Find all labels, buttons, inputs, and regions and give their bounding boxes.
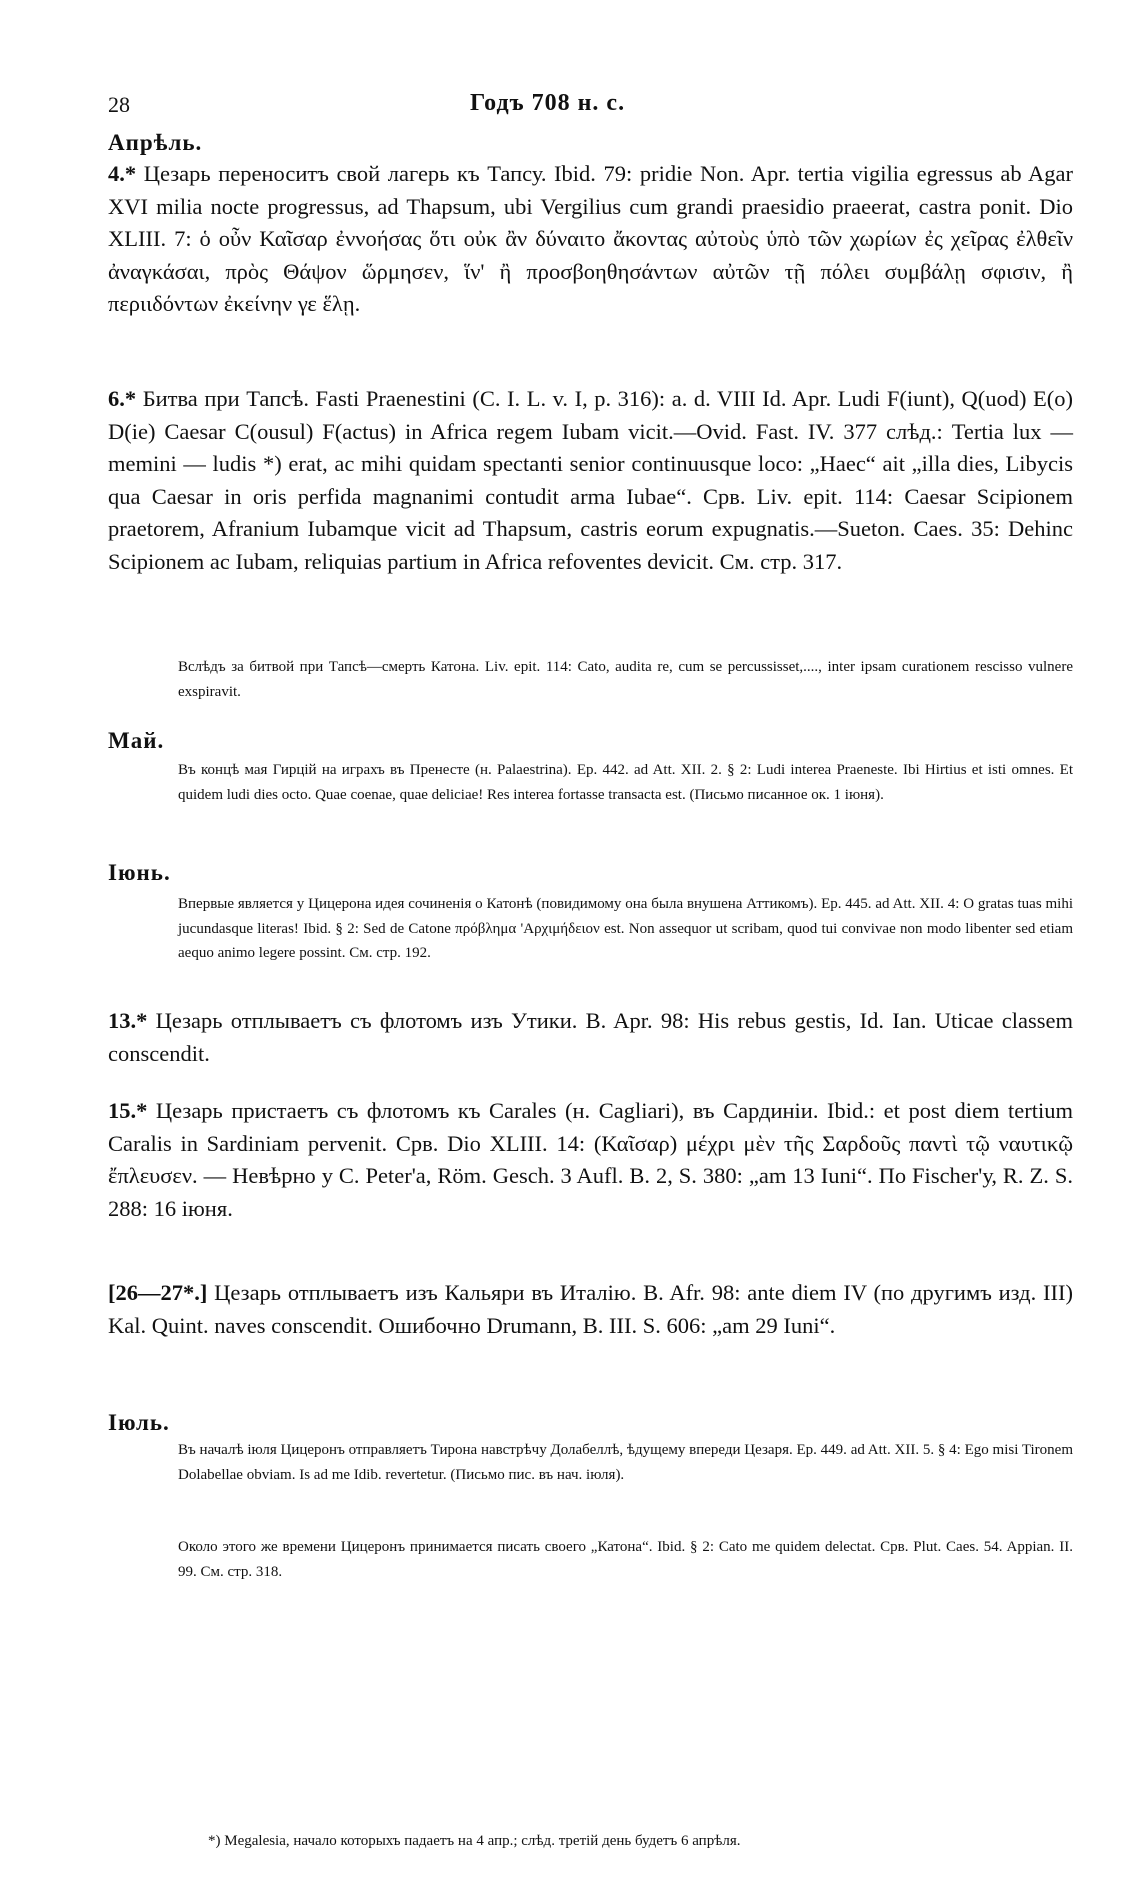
running-head: Годъ 708 н. с. (470, 90, 626, 116)
note-july-tiro: Въ началѣ іюля Цицеронъ отправляетъ Тирона навстрѣчу Долабеллѣ, ѣдущему впереди Цезаря. Ep. 449. ad Att. XII. 5. § 4: Ego misi Tironem Dolabellae obviam. Is ad me Idib. revertetur. (Письмо пис. въ нач. іюля). (178, 1442, 1073, 1483)
entry-june-15 (108, 1095, 1073, 1225)
entry-text: Цезарь отплываетъ изъ Кальяри въ Италію. B. Afr. 98: ante diem IV (по другимъ изд. III) Kal. Quint. naves conscendit. Ошибочно Drumann, B. III. S. 606: „am 29 Iuni“. (108, 1280, 1073, 1338)
entry-date: 15.* (108, 1098, 148, 1123)
month-heading-june: Іюнь. (108, 860, 171, 885)
month-heading-april: Апрѣль. (108, 130, 203, 155)
entry-june-26-27 (108, 1277, 1073, 1342)
entry-april-4 (108, 158, 1073, 321)
entry-date: [26—27*.] (108, 1280, 208, 1305)
page-number: 28 (108, 92, 130, 117)
entry-text: Цезарь отплываетъ съ флотомъ изъ Утики. B. Apr. 98: His rebus gestis, Id. Ian. Uticae classem conscendit. (108, 1008, 1074, 1066)
entry-april-6 (108, 383, 1073, 578)
entry-date: 13.* (108, 1008, 148, 1033)
note-cato-death: Вслѣдъ за битвой при Тапсѣ—смерть Катона. Liv. epit. 114: Cato, audita re, cum se percussisset,...., inter ipsam curationem rescisso vulnere exspiravit. (178, 659, 1073, 700)
entry-text: Цезарь переноситъ свой лагерь къ Тапсу. Ibid. 79: pridie Non. Apr. tertia vigilia egressus ab Agar XVI milia nocte progressus, ad Thapsum, ubi Vergilius cum grandi praesidio praeerat, castra ponit. Dio XLIII. 7: ὁ οὖν Καῖσαρ ἐννοήσας ὅτι οὐκ ἂν δύναιτο ἄκοντας αὐτοὺς ὑπὸ τῶν χωρίων ἐς χεῖρας ἐλθεῖν ἀναγκάσαι, πρὸς Θάψον ὥρμησεν, ἵν' ἢ προσβοηθησάντων αὐτῶν τῇ πόλει συμβάλῃ σφισιν, ἢ περιιδόντων ἐκείνην γε ἕλῃ. (108, 161, 1074, 316)
month-heading-may: Май. (108, 728, 165, 753)
note-may: Въ концѣ мая Гирцій на играхъ въ Пренесте (н. Palaestrina). Ep. 442. ad Att. XII. 2. § 2: Ludi interea Praeneste. Ibi Hirtius et isti omnes. Et quidem ludi dies octo. Quae coenae, quae deliciae! Res interea fortasse transacta est. (Письмо писанное ок. 1 іюня). (178, 762, 1073, 803)
entry-date: 4.* (108, 161, 137, 186)
entry-text: Битва при Тапсѣ. Fasti Praenestini (C. I. L. v. I, p. 316): a. d. VIII Id. Apr. Ludi F(iunt), Q(uod) E(o) D(ie) Caesar C(ousul) F(actus) in Africa regem Iubam vicit.—Ovid. Fast. IV. 377 слѣд.: Tertia lux — memini — ludis *) erat, ac mihi quidam spectanti senior continuusque loco: „Haec“ ait „illa dies, Libycis qua Caesar in oris perfida magnanimi contudit arma Iubae“. Срв. Liv. epit. 114: Caesar Scipionem praetorem, Afranium Iubamque vicit ad Thapsum, castris eorum expugnatis.—Sueton. Caes. 35: Dehinc Scipionem ac Iubam, reliquias partium in Africa refoventes devicit. См. стр. 317. (108, 386, 1074, 574)
month-heading-july: Іюль. (108, 1410, 170, 1435)
entry-date: 6.* (108, 386, 137, 411)
footnote: *) Megalesia, начало которыхъ падаетъ на 4 апр.; слѣд. третій день будетъ 6 апрѣля. (208, 1833, 741, 1849)
note-june-cato: Впервые является у Цицерона идея сочиненія о Катонѣ (повидимому она была внушена Аттикомъ). Ep. 445. ad Att. XII. 4: O gratas tuas mihi jucundasque literas! Ibid. § 2: Sed de Catone πρόβλημα 'Αρχιμήδειον est. Non assequor ut scribam, quod tui convivae non modo libenter sed etiam aequo animo legere possint. См. стр. 192. (178, 896, 1073, 961)
entry-june-13 (108, 1005, 1073, 1070)
note-july-cato: Около этого же времени Цицеронъ принимается писать своего „Катона“. Ibid. § 2: Cato me quidem delectat. Срв. Plut. Caes. 54. Appian. II. 99. См. стр. 318. (178, 1539, 1073, 1580)
entry-text: Цезарь пристаетъ съ флотомъ къ Carales (н. Cagliari), въ Сардиніи. Ibid.: et post diem tertium Caralis in Sardiniam pervenit. Срв. Dio XLIII. 14: (Καῖσαρ) μέχρι μὲν τῆς Σαρδοῦς παντὶ τῷ ναυτικῷ ἔπλευσεν. — Невѣрно у C. Peter'а, Röm. Gesch. 3 Aufl. B. 2, S. 380: „am 13 Iuni“. По Fischer'у, R. Z. S. 288: 16 іюня. (108, 1098, 1074, 1221)
